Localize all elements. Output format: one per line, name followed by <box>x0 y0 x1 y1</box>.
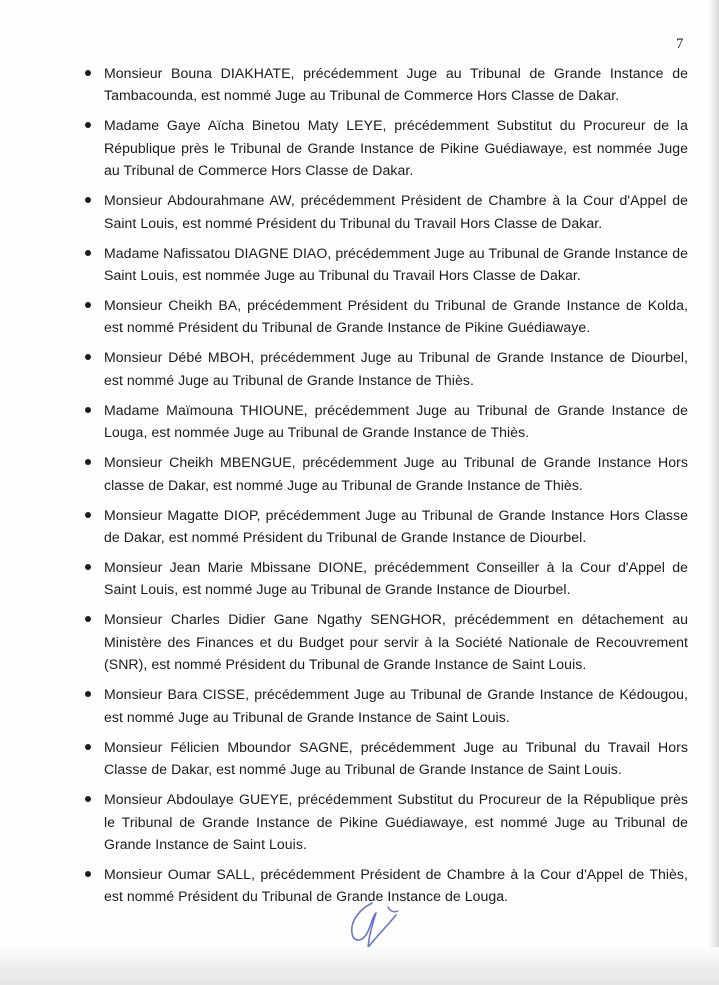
list-item: Monsieur Jean Marie Mbissane DIONE, précédemment Conseiller à la Cour d'Appel de Saint Louis, est nommé Juge au Tribunal de Grande Instance de Diourbel. <box>82 556 688 601</box>
list-item: Monsieur Félicien Mboundor SAGNE, précédemment Juge au Tribunal du Travail Hors Classe de Dakar, est nommé Juge au Tribunal de Grande Instance de Saint Louis. <box>82 736 688 781</box>
page-edge-shadow <box>709 0 719 985</box>
appointment-list <box>82 62 688 915</box>
list-item: Monsieur Charles Didier Gane Ngathy SENGHOR, précédemment en détachement au Ministère des Finances et du Budget pour servir à la Société Nationale de Recouvrement (SNR), est nommé Président du Tribunal de Grande Instance de Saint Louis. <box>82 608 688 675</box>
list-item: Monsieur Abdourahmane AW, précédemment Président de Chambre à la Cour d'Appel de Saint Louis, est nommé Président du Tribunal du Travail Hors Classe de Dakar. <box>82 189 688 234</box>
list-item: Madame Nafissatou DIAGNE DIAO, précédemment Juge au Tribunal de Grande Instance de Saint Louis, est nommée Juge au Tribunal du Travail Hors Classe de Dakar. <box>82 242 688 287</box>
page-number: 7 <box>676 36 684 52</box>
page-bottom-shadow <box>0 947 719 985</box>
list-item: Monsieur Bouna DIAKHATE, précédemment Juge au Tribunal de Grande Instance de Tambacounda, est nommé Juge au Tribunal de Commerce Hors Classe de Dakar. <box>82 62 688 107</box>
list-item: Monsieur Cheikh BA, précédemment Président du Tribunal de Grande Instance de Kolda, est nommé Président du Tribunal de Grande Instance de Pikine Guédiawaye. <box>82 294 688 339</box>
list-item: Madame Maïmouna THIOUNE, précédemment Juge au Tribunal de Grande Instance de Louga, est nommée Juge au Tribunal de Grande Instance de Thiès. <box>82 399 688 444</box>
list-item: Monsieur Magatte DIOP, précédemment Juge au Tribunal de Grande Instance Hors Classe de Dakar, est nommé Président du Tribunal de Grande Instance de Diourbel. <box>82 504 688 549</box>
list-item: Monsieur Bara CISSE, précédemment Juge au Tribunal de Grande Instance de Kédougou, est nommé Juge au Tribunal de Grande Instance de Saint Louis. <box>82 683 688 728</box>
list-item: Monsieur Abdoulaye GUEYE, précédemment Substitut du Procureur de la République près le Tribunal de Grande Instance de Pikine Guédiawaye, est nommé Juge au Tribunal de Grande Instance de Saint Louis. <box>82 788 688 855</box>
list-item: Madame Gaye Aïcha Binetou Maty LEYE, précédemment Substitut du Procureur de la République près le Tribunal de Grande Instance de Pikine Guédiawaye, est nommée Juge au Tribunal de Commerce Hors Classe de Dakar. <box>82 114 688 181</box>
list-item: Monsieur Cheikh MBENGUE, précédemment Juge au Tribunal de Grande Instance Hors classe de Dakar, est nommé Juge au Tribunal de Grande Instance de Thiès. <box>82 451 688 496</box>
list-item: Monsieur Oumar SALL, précédemment Président de Chambre à la Cour d'Appel de Thiès, est nommé Président du Tribunal de Grande Instance de Louga. <box>82 863 688 908</box>
list-item: Monsieur Débé MBOH, précédemment Juge au Tribunal de Grande Instance de Diourbel, est nommé Juge au Tribunal de Grande Instance de Thiès. <box>82 346 688 391</box>
